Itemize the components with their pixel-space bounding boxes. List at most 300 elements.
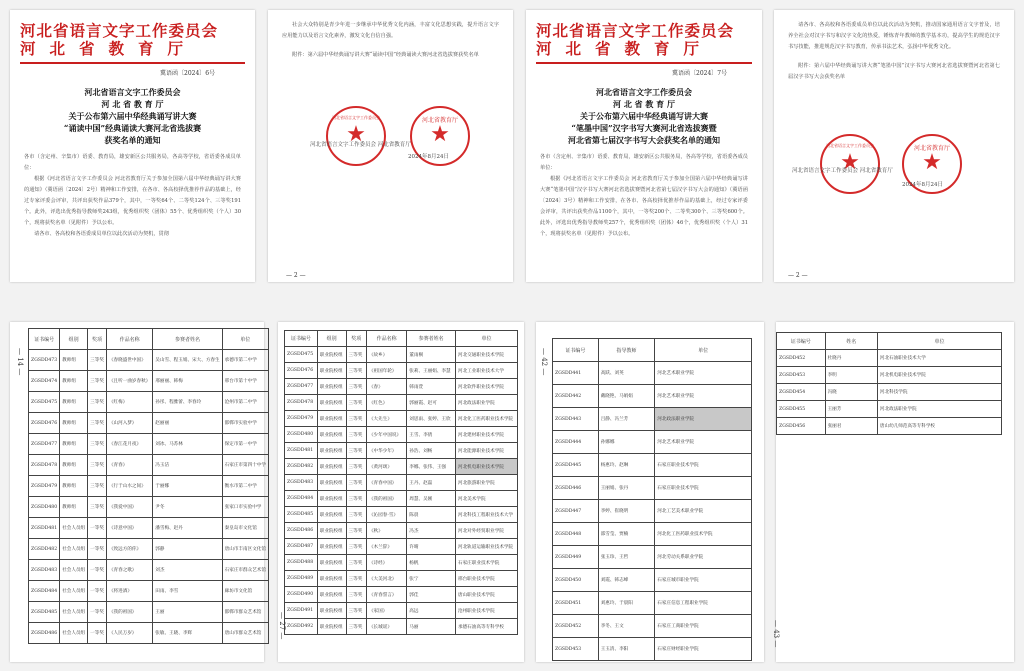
table-cell: ZGSDD478 [29, 455, 60, 476]
table-cell: ZGSDD483 [29, 560, 60, 581]
table1-page [10, 322, 264, 662]
table-cell: 河北化工医药职业技术学院 [455, 411, 517, 427]
table-cell: ZGSDD444 [553, 431, 599, 454]
table-cell: 河北软件职业技术学院 [455, 379, 517, 395]
table-cell: 邢丽丽、韩梅 [153, 371, 222, 392]
table-cell: 尹冬 [153, 497, 222, 518]
column-header: 组别 [317, 331, 346, 347]
table-cell: 唐山幼儿师范高等专科学校 [877, 418, 1001, 435]
table-row [29, 413, 269, 434]
table-row [553, 362, 752, 385]
table1 [28, 328, 269, 644]
table-row [285, 539, 518, 555]
table-cell: 职业院校组 [317, 507, 346, 523]
column-header: 奖项 [346, 331, 366, 347]
table-cell: 《青春中国》 [366, 475, 406, 491]
doc1-header-line2: 河北省教育厅 [20, 39, 198, 58]
table-cell: 周慧、吴刚 [407, 491, 456, 507]
doc2-title-line: “笔墨中国”汉字书写大赛河北省选拔赛暨 [571, 123, 717, 133]
table-cell: 《我的祖国》 [366, 491, 406, 507]
table-cell: 河北科技工程职业技术大学 [455, 507, 517, 523]
table-cell: ZGSDD476 [29, 413, 60, 434]
table-row [285, 587, 518, 603]
column-header: 证书编号 [553, 339, 599, 362]
table-cell: ZGSDD477 [285, 379, 318, 395]
table-cell: 一等奖 [88, 560, 107, 581]
table-cell: 孙娜娜 [598, 431, 655, 454]
table-cell: 赵丽丽 [153, 413, 222, 434]
table-cell: 河北艺术职业学院 [655, 431, 752, 454]
doc2-red-rule [536, 62, 752, 64]
table-cell: 《春江花月夜》 [106, 434, 152, 455]
column-header: 参赛者姓名 [407, 331, 456, 347]
table-cell: 《祖国年轮》 [366, 363, 406, 379]
table-row [29, 371, 269, 392]
table-row [29, 455, 269, 476]
doc1-paragraph: 社会大众特别是青少年进一步继承中华优秀文化内涵，丰富文化思想实践，提升语言文字应用能力以及语言文化素养，激发文化自信自强。 [282, 22, 499, 39]
table-row [29, 392, 269, 413]
table-cell: 教师组 [60, 371, 88, 392]
table-cell: 教师组 [60, 434, 88, 455]
table-cell: 石家庄职业技术学院 [455, 555, 517, 571]
doc1-attachment: 附件：第六届中华经典诵写讲大赛“诵读中国”经典诵读大赛河北省选拔赛获奖名单 [292, 52, 479, 58]
table-cell: 职业院校组 [317, 395, 346, 411]
table-cell: 孙浩、刘畅 [407, 443, 456, 459]
doc1-title-line: 河 北 省 教 育 厅 [101, 99, 164, 109]
table-cell: 三等奖 [346, 619, 366, 635]
table-cell: 职业院校组 [317, 443, 346, 459]
table-cell: 吕静、冯兰芳 [598, 408, 655, 431]
doc2-paragraph: 根据《河北省语言文字工作委员会 河北省教育厅关于参加全国第六届中华经典诵写讲大赛“笔墨中国”汉字书写大赛河北省选拔赛暨河北省第七届汉字书写大会的通知》（冀语函〔2024〕3号）精神和工作安排，在各市、各高校择优推荐作品的基础上，经过专家评委会评审，共评出获奖作品1100个，其中，一等奖200个、二等奖300个、三等奖600个。此外，评选出优秀指导教师奖257个，优秀组织奖（团体）46个，优秀组织奖（个人）31个，现将获奖名单（见附件）予以公布。 [540, 176, 748, 237]
table-cell: 《黄河颂》 [366, 459, 406, 475]
column-header: 单位 [655, 339, 752, 362]
table-cell: 郭佳 [407, 587, 456, 603]
table-cell: 陈晨 [407, 507, 456, 523]
doc2-title-line: 关于公布第六届中华经典诵写讲大赛 [580, 111, 708, 121]
table-cell: 河北政法职业学院 [877, 401, 1001, 418]
table-cell: 王丽娟、张丹 [598, 477, 655, 500]
table-row [285, 475, 518, 491]
table-cell: 三等奖 [346, 507, 366, 523]
doc1-page-number: — 2 — [286, 272, 306, 279]
table-cell: 王玉清、李阳 [598, 638, 655, 661]
table-cell: 河北政法职业学院 [655, 408, 752, 431]
table-cell: 三等奖 [346, 411, 366, 427]
doc2-title [532, 86, 756, 146]
table-cell: 职业院校组 [317, 603, 346, 619]
table-cell: 石家庄市群众艺术馆 [222, 560, 268, 581]
table-cell: 三等奖 [346, 459, 366, 475]
table3-side-number: — 42 — [540, 348, 548, 376]
table-cell: ZGSDD453 [777, 367, 826, 384]
table-row [553, 569, 752, 592]
table-cell: 职业院校组 [317, 363, 346, 379]
table-row [29, 497, 269, 518]
table-cell: 许晴 [407, 539, 456, 555]
table-cell: 《青春之歌》 [106, 560, 152, 581]
table-cell: 《少年中国说》 [366, 427, 406, 443]
doc2-paragraph: 请各市、各高校和各语委成员单位以此次活动为契机，推动国家通用语言文字普及，培养全社会对汉字书写和汉字文化的热爱，锤炼青年教师的教学基本功，提高学生的规范汉字书写技能，推进规范汉字书写教育，传承书法艺术，弘扬中华优秀文化。 [788, 22, 1000, 50]
doc1-title [20, 86, 245, 146]
table-cell: 三等奖 [88, 476, 107, 497]
table-cell: ZGSDD445 [553, 454, 599, 477]
table-cell: 三等奖 [346, 427, 366, 443]
table-row [285, 459, 518, 475]
table-cell: 社会人员组 [60, 560, 88, 581]
table-cell: ZGSDD485 [29, 602, 60, 623]
table-cell: 刘霞、韩志峰 [598, 569, 655, 592]
table-cell: 于丽娜 [153, 476, 222, 497]
table-cell: 河北工业职业技术大学 [455, 363, 517, 379]
table-cell: 戴晓艳、马娟娟 [598, 385, 655, 408]
table3-page [536, 322, 764, 662]
table-row [553, 408, 752, 431]
stamp-text: 河北省教育厅 [913, 145, 950, 152]
table-cell: 王丽芳 [825, 401, 877, 418]
doc1-red-rule [20, 62, 245, 64]
table-cell: 三等奖 [346, 363, 366, 379]
table-cell: 《大先生》 [366, 411, 406, 427]
table-cell: ZGSDD484 [285, 491, 318, 507]
table-cell: ZGSDD473 [29, 350, 60, 371]
doc1-signature: 河北省语言文字工作委员会 河北省教育厅 [310, 142, 411, 148]
table-cell: 三等奖 [88, 350, 107, 371]
table-cell: 《长城谣》 [366, 619, 406, 635]
table-cell: 《秋》 [366, 523, 406, 539]
table-cell: ZGSDD475 [29, 392, 60, 413]
table-cell: 李冬、王文 [598, 615, 655, 638]
table-cell: 职业院校组 [317, 491, 346, 507]
table-cell: 冯杰 [407, 523, 456, 539]
table-cell: 张丽君 [825, 418, 877, 435]
table-cell: 邢台市第十中学 [222, 371, 268, 392]
table-cell: 河北机电职业技术学院 [877, 367, 1001, 384]
table-cell: 河北艺术职业学院 [655, 385, 752, 408]
table-cell: ZGSDD491 [285, 603, 318, 619]
table-cell: ZGSDD487 [285, 539, 318, 555]
table-cell: 河北科技学院 [877, 384, 1001, 401]
table-cell: ZGSDD474 [29, 371, 60, 392]
table-cell: 《人民万岁》 [106, 623, 152, 644]
table-cell: 王丹、赵磊 [407, 475, 456, 491]
table-cell: ZGSDD452 [553, 615, 599, 638]
table-cell: ZGSDD442 [553, 385, 599, 408]
table-cell: ZGSDD452 [777, 350, 826, 367]
table-cell: 石家庄职业技术学院 [655, 477, 752, 500]
table-cell: 职业院校组 [317, 555, 346, 571]
table3 [552, 338, 752, 661]
table-cell: 职业院校组 [317, 427, 346, 443]
table-cell: 社会人员组 [60, 518, 88, 539]
table-cell: 杨惠玲、赵琳 [598, 454, 655, 477]
table-cell: 河北轨道运输职业技术学院 [455, 539, 517, 555]
column-header: 姓名 [825, 333, 877, 350]
star-icon: ★ [922, 149, 942, 175]
table-cell: 承德石油高等专科学校 [455, 619, 517, 635]
table4-page-number: — 43 — [772, 620, 780, 648]
doc1-page2-body [282, 20, 499, 61]
doc1-title-line: “诵读中国”经典诵读大赛河北省选拔赛 [63, 123, 202, 133]
table-cell: ZGSDD478 [285, 395, 318, 411]
table-cell: 《红梅》 [106, 392, 152, 413]
table-cell: 职业院校组 [317, 475, 346, 491]
table-cell: 董雨桐 [407, 347, 456, 363]
table-cell: 《故乡》 [366, 347, 406, 363]
table-row [553, 546, 752, 569]
table-cell: 河北石油职业技术大学 [877, 350, 1001, 367]
table-cell: 杨帆 [407, 555, 456, 571]
column-header: 证书编号 [777, 333, 826, 350]
table-row [29, 434, 269, 455]
doc2-stamp-language-committee [820, 134, 880, 194]
table-cell: 三等奖 [346, 379, 366, 395]
doc2-paragraph: 各市（含定州、辛集市）语委、教育局，雄安新区公共服务局，各高等学校，省语委各成员单位： [540, 154, 748, 171]
table-cell: 《木兰辞》 [366, 539, 406, 555]
table-row [777, 350, 1002, 367]
table-row [553, 523, 752, 546]
doc2-page2 [774, 10, 1014, 282]
table-cell: 职业院校组 [317, 587, 346, 603]
table-cell: ZGSDD456 [777, 418, 826, 435]
table-cell: ZGSDD484 [29, 581, 60, 602]
table-cell: 刘思雨、张婷、王欣 [407, 411, 456, 427]
table-cell: 高远 [407, 603, 456, 619]
column-header: 单位 [877, 333, 1001, 350]
table-row [553, 615, 752, 638]
table-row [553, 454, 752, 477]
table-cell: 《沁园春·雪》 [366, 507, 406, 523]
table2 [284, 330, 518, 635]
table-cell: 张家口市实验中学 [222, 497, 268, 518]
doc1-body [24, 152, 241, 240]
table-cell: ZGSDD486 [285, 523, 318, 539]
table-cell: 《青春誓言》 [366, 587, 406, 603]
doc1-header-line1: 河北省语言文字工作委员会 [20, 21, 219, 40]
table-cell: 张宁 [407, 571, 456, 587]
table-cell: 教师组 [60, 413, 88, 434]
table-cell: 社会人员组 [60, 539, 88, 560]
table-cell: 三等奖 [346, 523, 366, 539]
table-cell: ZGSDD447 [553, 500, 599, 523]
table-cell: ZGSDD479 [29, 476, 60, 497]
table-cell: 张莉、王丽娟、李慧 [407, 363, 456, 379]
table-cell: 三等奖 [346, 395, 366, 411]
table-cell: 《山河入梦》 [106, 413, 152, 434]
table-cell: 职业院校组 [317, 347, 346, 363]
stamp-text: 河北省语言文字工作委员会 [332, 115, 380, 120]
doc1-stamp-language-committee [326, 106, 386, 166]
table-row [285, 571, 518, 587]
table-cell: 三等奖 [346, 443, 366, 459]
table-cell: 冯玉洁 [153, 455, 222, 476]
table-cell: 《家国》 [366, 603, 406, 619]
table-cell: ZGSDD448 [553, 523, 599, 546]
table-cell: 杜晓丹 [825, 350, 877, 367]
table-cell: 河北美术学院 [455, 491, 517, 507]
column-header: 指导教师 [598, 339, 655, 362]
table-cell: 石家庄市第四十中学 [222, 455, 268, 476]
table-cell: 教师组 [60, 476, 88, 497]
table-cell: ZGSDD476 [285, 363, 318, 379]
star-icon: ★ [346, 121, 366, 147]
table-cell: ZGSDD485 [285, 507, 318, 523]
doc1-doc-number: 冀语函〔2024〕6号 [160, 70, 216, 77]
table-cell: ZGSDD451 [553, 592, 599, 615]
table-cell: 社会人员组 [60, 602, 88, 623]
table-cell: 职业院校组 [317, 619, 346, 635]
table-cell: ZGSDD441 [553, 362, 599, 385]
table-cell: 郭静 [153, 539, 222, 560]
column-header: 作品名称 [366, 331, 406, 347]
table-cell: 王雪、李倩 [407, 427, 456, 443]
table-cell: ZGSDD488 [285, 555, 318, 571]
table-cell: 潘雪梅、赵丹 [153, 518, 222, 539]
table-row [29, 581, 269, 602]
table-row [285, 395, 518, 411]
table-cell: 三等奖 [346, 475, 366, 491]
table-cell: ZGSDD482 [29, 539, 60, 560]
table-row [553, 431, 752, 454]
table1-side-number: — 14 — [16, 348, 24, 376]
table-cell: 河北政法职业学院 [455, 395, 517, 411]
table-row [553, 477, 752, 500]
table-cell: 河北劳动关系职业学院 [655, 546, 752, 569]
table-cell: 三等奖 [346, 555, 366, 571]
table-row [777, 384, 1002, 401]
doc1-date: 2024年8月24日 [408, 154, 449, 160]
table-cell: 石家庄财经职业学院 [655, 638, 752, 661]
doc2-title-line: 河北省第七届汉字书写大会获奖名单的通知 [568, 135, 720, 145]
table-cell: 王丽 [153, 602, 222, 623]
table-row [29, 518, 269, 539]
table-cell: 一等奖 [88, 539, 107, 560]
table-cell: 冯晓 [825, 384, 877, 401]
table-cell: 职业院校组 [317, 571, 346, 587]
table-cell: 《春晓盛世中国》 [106, 350, 152, 371]
table-row [29, 560, 269, 581]
table-cell: 职业院校组 [317, 379, 346, 395]
table-cell: 三等奖 [88, 434, 107, 455]
table-cell: 沧州职业技术学院 [455, 603, 517, 619]
table-cell: 教师组 [60, 497, 88, 518]
column-header: 参赛者姓名 [153, 329, 222, 350]
doc1-title-line: 获奖名单的通知 [104, 135, 161, 145]
table-cell: 李娜、张伟、王强 [407, 459, 456, 475]
table-cell: 河北工艺美术职业学院 [655, 500, 752, 523]
table-cell: 三等奖 [88, 497, 107, 518]
table-cell: ZGSDD477 [29, 434, 60, 455]
table-cell: 河北对外经贸职业学院 [455, 523, 517, 539]
table-cell: 《诗意中国》 [106, 518, 152, 539]
doc1-paragraph: 根据《河北省语言文字工作委员会 河北省教育厅关于参加全国第六届中华经典诵写讲大赛的通知》（冀语函〔2024〕2号）精神和工作安排，在各市、各高校择优推荐作品的基础上，经过专家评委会评审，共评出获奖作品379个，其中，一等奖64个、二等奖124个、三等奖191个。此外，评选出优秀指导教师奖243组，优秀组织奖（团体）55个、优秀组织奖（个人）30个，现将获奖名单（见附件）予以公布。 [24, 176, 241, 226]
table-row [29, 623, 269, 644]
doc1-title-line: 河北省语言文字工作委员会 [84, 87, 181, 97]
table-cell: 孙彤、程雅蕾、李春玲 [153, 392, 222, 413]
table-cell: 石家庄城市职业学院 [655, 569, 752, 592]
table-cell: 《红色》 [366, 395, 406, 411]
table-cell: 《且听一曲岁春秋》 [106, 371, 152, 392]
table-cell: 三等奖 [346, 347, 366, 363]
table-row [29, 476, 269, 497]
column-header: 单位 [222, 329, 268, 350]
table-cell: 刘冰、马苏林 [153, 434, 222, 455]
table-cell: 《我的祖国》 [106, 602, 152, 623]
table-row [285, 443, 518, 459]
column-header: 单位 [455, 331, 517, 347]
doc2-page1 [526, 10, 762, 282]
table-cell: 张敏、王晓、李辉 [153, 623, 222, 644]
table-cell: ZGSDD480 [285, 427, 318, 443]
table-cell: 河北化工医药职业技术学院 [655, 523, 752, 546]
table-cell: 《中华少年》 [366, 443, 406, 459]
table-row [285, 427, 518, 443]
table-row [285, 523, 518, 539]
table-cell: 田雨、李雪 [153, 581, 222, 602]
table-cell: 《青春》 [106, 455, 152, 476]
table-cell: 职业院校组 [317, 539, 346, 555]
table-row [285, 491, 518, 507]
doc2-page2-body [788, 20, 1000, 83]
doc2-title-line: 河 北 省 教 育 厅 [613, 99, 675, 109]
table-cell: ZGSDD455 [777, 401, 826, 418]
table-cell: ZGSDD492 [285, 619, 318, 635]
table-cell: 《行于山水之间》 [106, 476, 152, 497]
table-cell: 邢台职业技术学院 [455, 571, 517, 587]
doc1-paragraph: 请各市、各高校和各语委成员单位以此次活动为契机，贯彻 [34, 231, 169, 237]
table-cell: 教师组 [60, 455, 88, 476]
table-cell: 三等奖 [88, 413, 107, 434]
doc1-title-line: 关于公布第六届中华经典诵写讲大赛 [68, 111, 197, 121]
table-cell: 教师组 [60, 392, 88, 413]
table-cell: 衡水市第二中学 [222, 476, 268, 497]
table-row [777, 401, 1002, 418]
table-cell: ZGSDD481 [285, 443, 318, 459]
table-row [285, 507, 518, 523]
table-cell: 三等奖 [346, 539, 366, 555]
table-cell: 三等奖 [88, 455, 107, 476]
table-cell: 韩雨萱 [407, 379, 456, 395]
table-row [285, 347, 518, 363]
table-cell: 一等奖 [88, 518, 107, 539]
table2-page [278, 322, 524, 662]
table-cell: 张玉珍、王哲 [598, 546, 655, 569]
table-cell: 李婷、崔晓明 [598, 500, 655, 523]
table-cell: ZGSDD489 [285, 571, 318, 587]
table-cell: 三等奖 [346, 571, 366, 587]
table-cell: 职业院校组 [317, 523, 346, 539]
table-cell: 石家庄工商职业学院 [655, 615, 752, 638]
table-row [777, 418, 1002, 435]
table-cell: 吴山雪、程玉娟、宋大、方春生 [153, 350, 222, 371]
table-cell: ZGSDD490 [285, 587, 318, 603]
doc2-signature: 河北省语言文字工作委员会 河北省教育厅 [792, 168, 893, 174]
table-cell: 秦皇岛市文化馆 [222, 518, 268, 539]
table-row [553, 638, 752, 661]
table-cell: 社会人员组 [60, 581, 88, 602]
table-cell: ZGSDD481 [29, 518, 60, 539]
table-cell: 河北机电职业技术学院 [455, 459, 517, 475]
table-cell: ZGSDD443 [553, 408, 599, 431]
stamp-text: 河北省语言文字工作委员会 [826, 143, 874, 148]
doc2-date: 2024年8月24日 [902, 182, 943, 188]
table-cell: 石家庄职业技术学院 [655, 454, 752, 477]
table-cell: ZGSDD453 [553, 638, 599, 661]
table-cell: 三等奖 [346, 491, 366, 507]
column-header: 证书编号 [29, 329, 60, 350]
table-cell: 社会人员组 [60, 623, 88, 644]
table-cell: ZGSDD454 [777, 384, 826, 401]
table-row [285, 555, 518, 571]
